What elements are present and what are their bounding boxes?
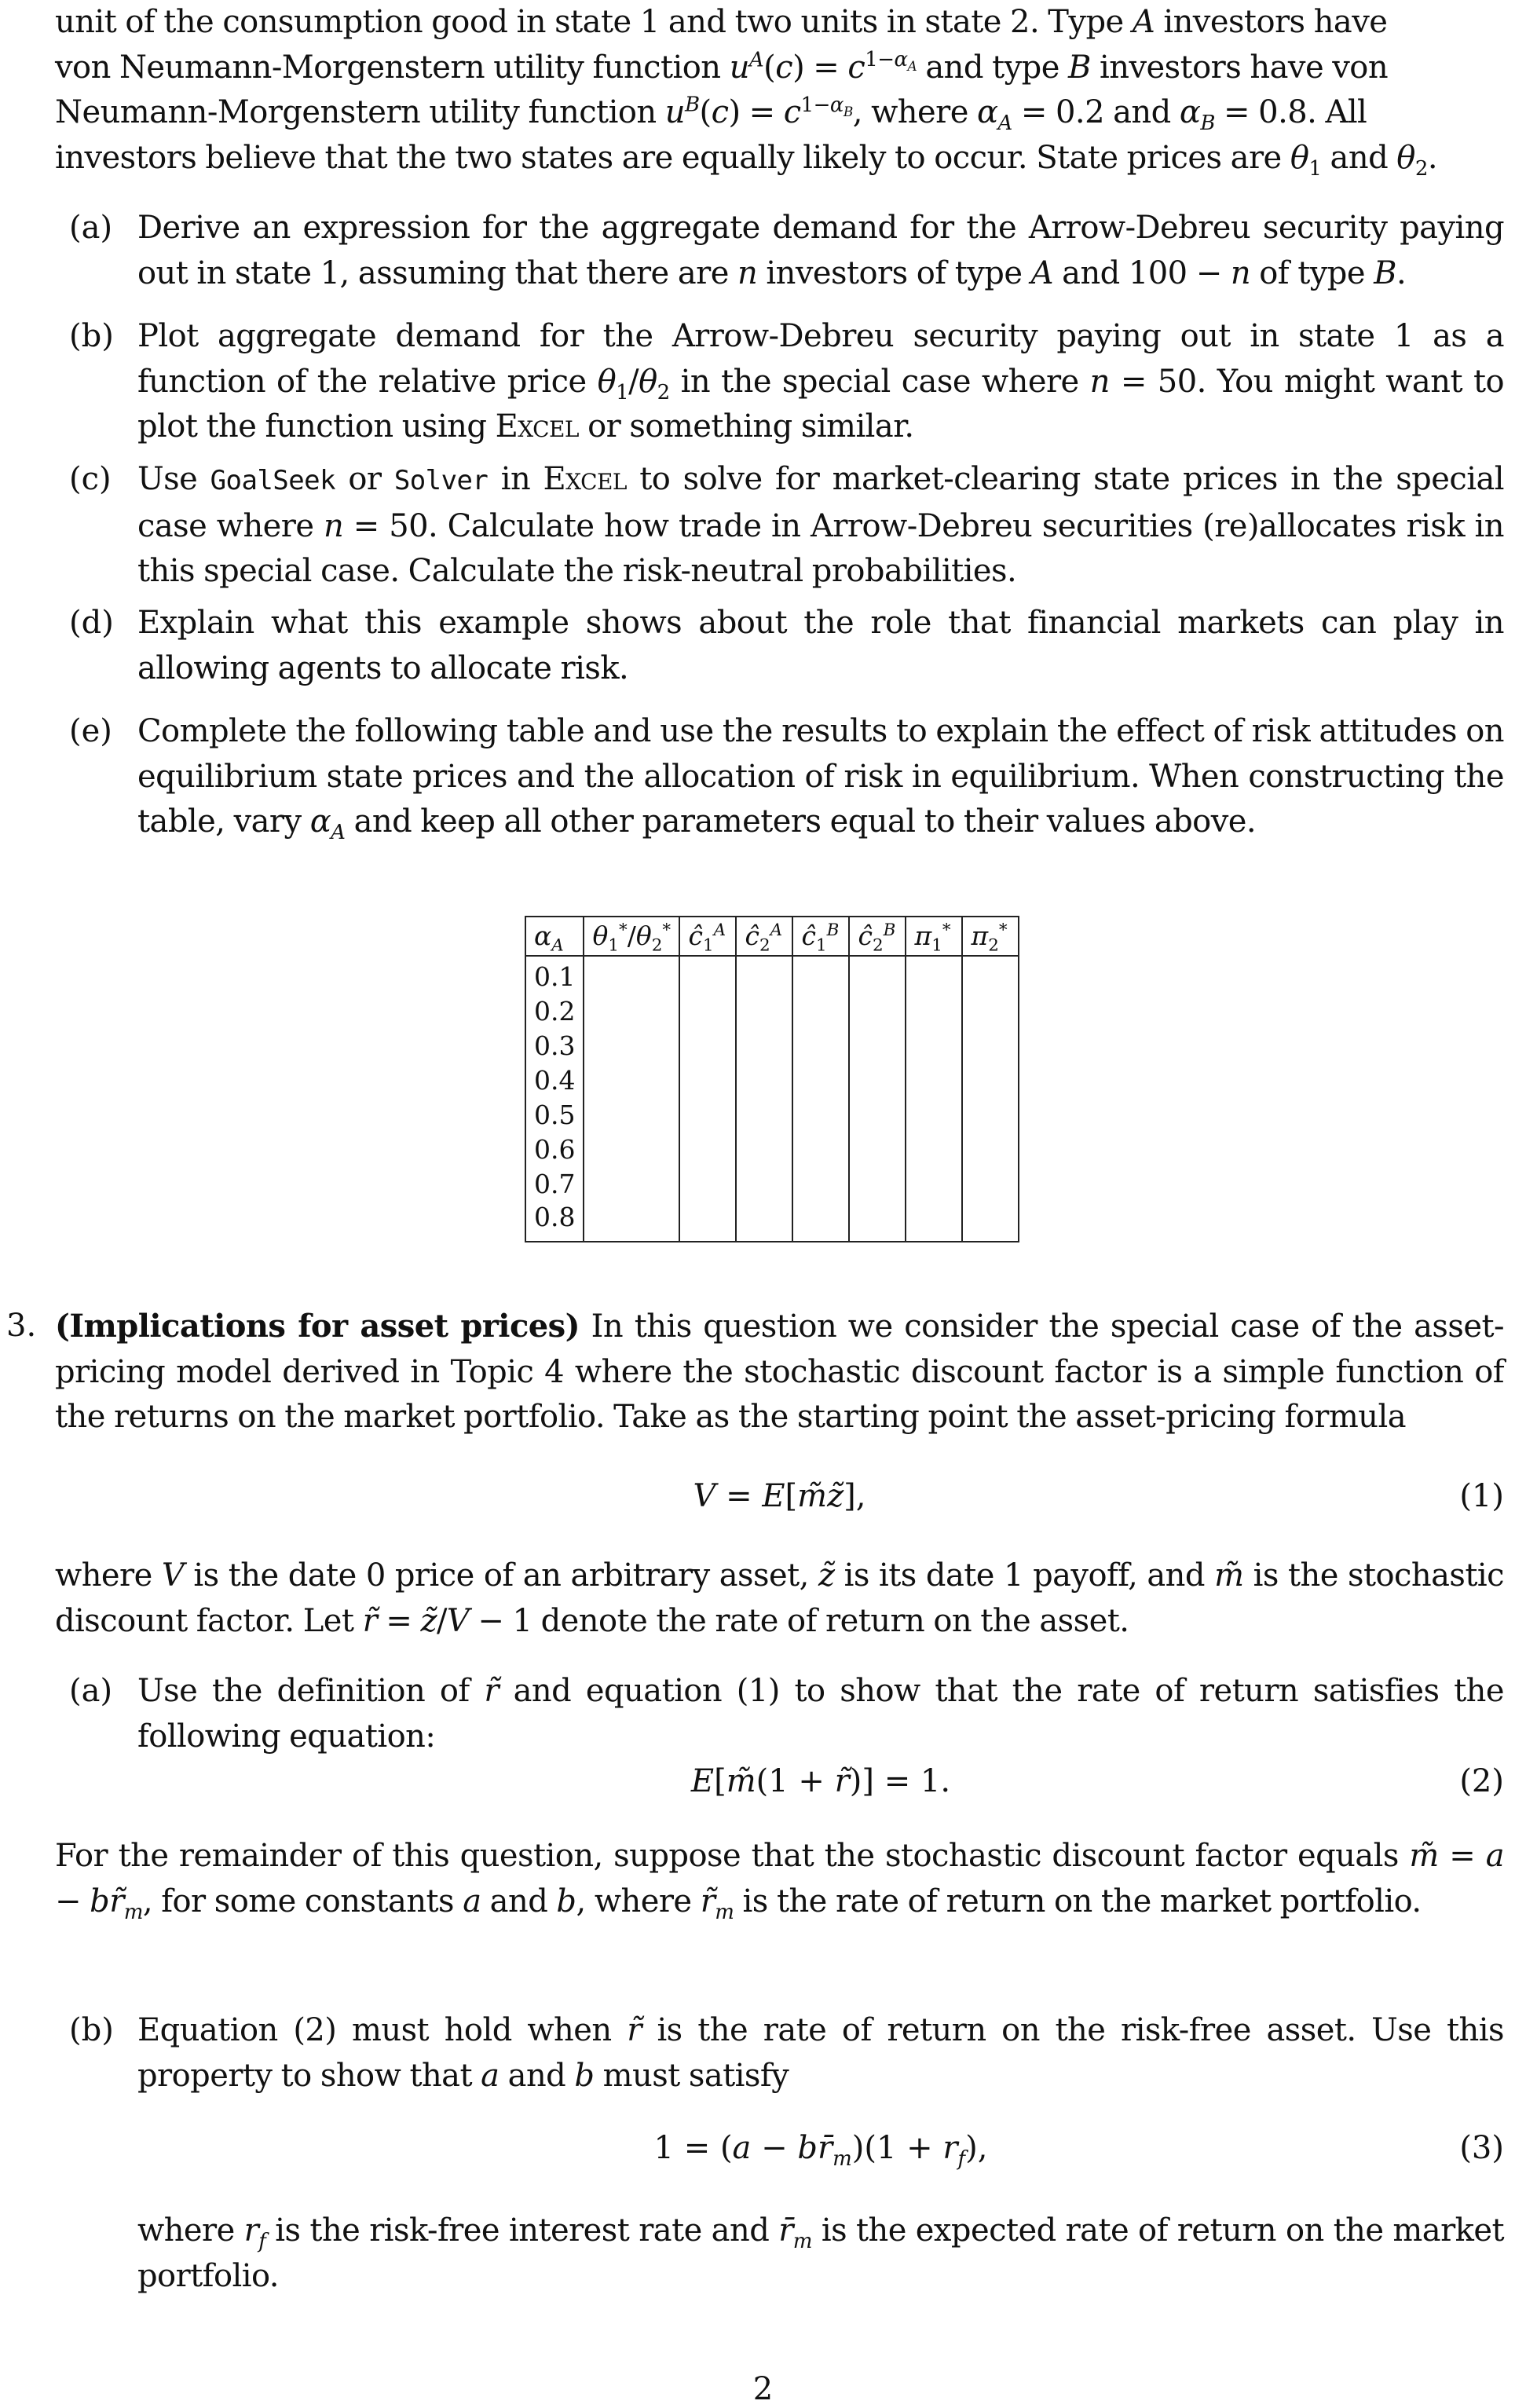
header-c1b: $ĉ_1^B$	[792, 917, 849, 956]
alpha-cell: 0.6	[525, 1133, 584, 1167]
equation-3	[55, 2126, 1504, 2172]
equation-3-number: (3)	[1459, 2130, 1504, 2166]
equation-2-number: (2)	[1459, 1763, 1504, 1799]
header-pi2: $\pi_2^*$	[962, 917, 1019, 956]
alpha-cell: 0.8	[525, 1202, 584, 1242]
alpha-cell: 0.1	[525, 956, 584, 994]
header-c2b: $ĉ_2^B$	[849, 917, 906, 956]
q3-part-b	[55, 2008, 1504, 2099]
equilibrium-table	[525, 916, 1019, 1242]
q3-part-a	[55, 1669, 1504, 1759]
table-row	[525, 1029, 1019, 1063]
part-text: Use the definition of r̃ and equation (1) to show that the rate of return satisfies the following equation:	[137, 1673, 1504, 1755]
part-text: Derive an expression for the aggregate demand for the Arrow-Debreu security paying out in state 1, assuming that there are n investors of type A and 100 − n of type B.	[137, 210, 1504, 291]
table-row	[525, 994, 1019, 1029]
table-row	[525, 956, 1019, 994]
header-alpha-a: $\alpha_A$	[525, 917, 584, 956]
table-header-row	[525, 917, 1019, 956]
question-number: 3.	[6, 1308, 37, 1344]
alpha-cell: 0.2	[525, 994, 584, 1029]
part-label: (e)	[69, 713, 112, 749]
part-text: Use GoalSeek or Solver in Excel to solve for market-clearing state prices in the special case where n = 50. Calculate how trade in Arrow-Debreu securities (re)allocates risk in this special case. Calculate the risk-neutral probabilities.	[137, 461, 1504, 589]
intro-line-1: unit of the consumption good in state 1 and two units in state 2. Type A investors have	[55, 4, 1388, 40]
table-row	[525, 1098, 1019, 1133]
q3-part-b-end	[55, 2209, 1504, 2299]
intro-line-3: Neumann-Morgenstern utility function $u^B(c) = c^{1-\alpha_B}$, where $\alpha_A = 0.2$ and $\alpha_B = 0.8$. All	[55, 93, 1367, 135]
q3-intro-text: (Implications for asset prices) In this question we consider the special case of the asset-pricing model derived in Topic 4 where the stochastic discount factor is a simple function of the returns on the market portfolio. Take as the starting point the asset-pricing formula	[55, 1308, 1504, 1435]
part-text: Complete the following table and use the results to explain the effect of risk attitudes on equilibrium state prices and the allocation of risk in equilibrium. When constructing the table, vary $\alpha_A$ and keep all other parameters equal to their values above.	[137, 713, 1504, 844]
equation-3-text: $1 = (a - br̄_m)(1 + r_f)$,	[653, 2130, 988, 2171]
part-label: (c)	[69, 461, 112, 497]
q2-part-c	[55, 457, 1504, 595]
q3-remainder	[55, 1834, 1504, 1924]
equation-1	[55, 1474, 1504, 1520]
alpha-cell: 0.7	[525, 1167, 584, 1202]
part-b-end-text: where $r_f$ is the risk-free interest rate and $r̄_m$ is the expected rate of return on the market portfolio.	[137, 2212, 1505, 2294]
part-label: (b)	[69, 2012, 114, 2048]
part-text: Equation (2) must hold when r̃ is the rate of return on the risk-free asset. Use this property to show that a and b must satisfy	[137, 2012, 1504, 2094]
q3-after-eq1	[55, 1553, 1504, 1644]
intro-line-4: investors believe that the two states are equally likely to occur. State prices are $\theta_1$ and $\theta_2$.	[55, 139, 1438, 181]
part-text: Plot aggregate demand for the Arrow-Debreu security paying out in state 1 as a function of the relative price $\theta_1/\theta_2$ in the special case where n = 50. You might want to plot the function using Excel or something similar.	[137, 318, 1505, 445]
equation-2-text: E[m̃(1 + r̃)] = 1.	[690, 1763, 951, 1799]
q3-intro	[6, 1304, 1504, 1440]
page-number: 2	[752, 2371, 774, 2407]
alpha-cell: 0.4	[525, 1063, 584, 1098]
part-text: Explain what this example shows about the role that financial markets can play in allowing agents to allocate risk.	[137, 605, 1504, 686]
header-pi1: $\pi_1^*$	[906, 917, 962, 956]
q3-title: (Implications for asset prices)	[55, 1308, 580, 1345]
header-c2a: $ĉ_2^A$	[736, 917, 792, 956]
intro-paragraph	[55, 0, 1504, 181]
q2-part-e	[55, 709, 1504, 845]
header-price-ratio: $\theta_1^*/\theta_2^*$	[584, 917, 679, 956]
equation-1-number: (1)	[1459, 1478, 1504, 1514]
q2-part-b	[55, 314, 1504, 450]
part-label: (a)	[69, 210, 113, 246]
equation-2	[55, 1759, 1504, 1805]
q2-part-a	[55, 206, 1504, 296]
equation-1-text: V = E[m̃z̃],	[693, 1478, 866, 1514]
alpha-cell: 0.3	[525, 1029, 584, 1063]
q3-after-eq1-text: where V is the date 0 price of an arbitrary asset, z̃ is its date 1 payoff, and m̃ is the stochastic discount factor. Let r̃ = z̃/V − 1 denote the rate of return on the asset.	[55, 1557, 1504, 1639]
q3-remainder-text: For the remainder of this question, suppose that the stochastic discount factor equals m̃ = $a - br̃_m$, for some constants a and b, where $r̃_m$ is the rate of return on the market portfolio.	[55, 1838, 1504, 1924]
alpha-cell: 0.5	[525, 1098, 584, 1133]
table-row	[525, 1133, 1019, 1167]
table-row	[525, 1202, 1019, 1242]
part-label: (d)	[69, 605, 114, 641]
part-label: (b)	[69, 318, 114, 354]
header-c1a: $ĉ_1^A$	[679, 917, 736, 956]
part-label: (a)	[69, 1673, 113, 1709]
table-row	[525, 1063, 1019, 1098]
table-row	[525, 1167, 1019, 1202]
intro-line-2: von Neumann-Morgenstern utility function $u^A(c) = c^{1-\alpha_A}$ and type B investors have von	[55, 48, 1389, 86]
q2-part-d	[55, 601, 1504, 691]
